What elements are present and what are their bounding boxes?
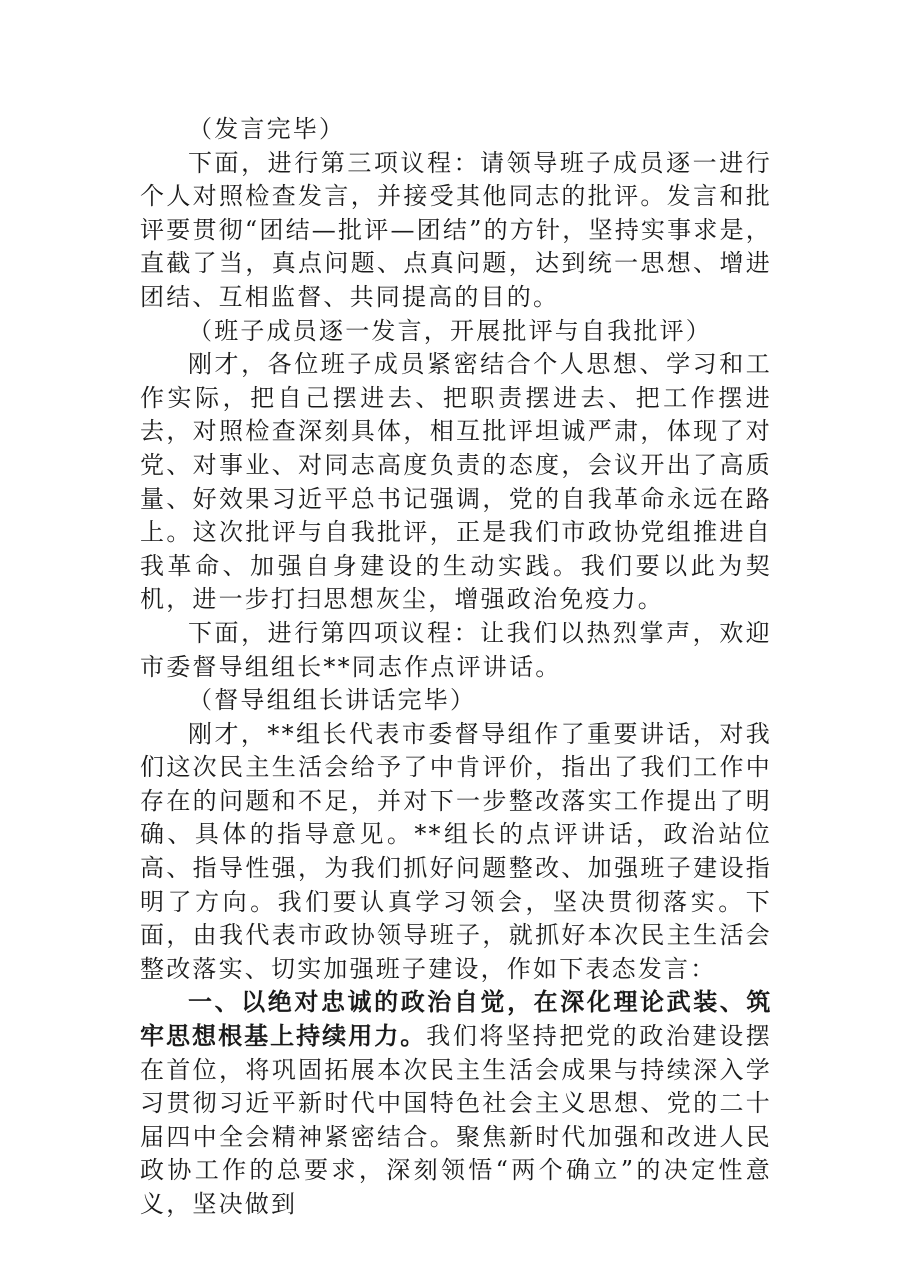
paragraph-summary-criticism: 刚才，各位班子成员紧密结合个人思想、学习和工作实际，把自己摆进去、把职责摆进去、把工作摆进去，对照检查深刻具体，相互批评坦诚严肃，体现了对党、对事业、对同志高度负责的态度，会议开出了高质量、好效果习近平总书记强调，党的自我革命永远在路上。这次批评与自我批评，正是我们市政协党组推进自我革命、加强自身建设的生动实践。我们要以此为契机，进一步打扫思想灰尘，增强政治免疫力。 [140, 350, 772, 614]
paragraph-response-statement: 刚才，**组长代表市委督导组作了重要讲话，对我们这次民主生活会给予了中肯评价，指出了我们工作中存在的问题和不足，并对下一步整改落实工作提出了明确、具体的指导意见。**组长的点评讲话，政治站位高、指导性强，为我们抓好问题整改、加强班子建设指明了方向。我们要认真学习领会，坚决贯彻落实。下面，由我代表市政协领导班子，就抓好本次民主生活会整改落实、切实加强班子建设，作如下表态发言： [140, 719, 772, 983]
stage-note-speech-finished: （发言完毕） [188, 115, 346, 143]
paragraph-point-one [140, 986, 772, 1221]
point-one-heading: 一、以绝对忠诚的政治自觉，在深化理论武装、筑牢思想根基上持续用力。 [140, 988, 772, 1051]
point-one-body: 我们将坚持把党的政治建设摆在首位，将巩固拓展本次民主生活会成果与持续深入学习贯彻习近平新时代中国特色社会主义思想、党的二十届四中全会精神紧密结合。聚焦新时代加强和改进人民政协工作的总要求，深刻领悟“两个确立”的决定性意义，坚决做到 [140, 1022, 772, 1218]
paragraph-third-agenda: 下面，进行第三项议程：请领导班子成员逐一进行个人对照检查发言，并接受其他同志的批评。发言和批评要贯彻“团结—批评—团结”的方针，坚持实事求是，直截了当，真点问题、点真问题，达到统一思想、增进团结、互相监督、共同提高的目的。 [140, 148, 772, 311]
stage-note-members-speak: （班子成员逐一发言，开展批评与自我批评） [188, 316, 712, 345]
document-page [140, 113, 772, 1222]
stage-note-supervisor-finished: （督导组组长讲话完毕） [188, 686, 477, 715]
paragraph-fourth-agenda: 下面，进行第四项议程：让我们以热烈掌声，欢迎市委督导组组长**同志作点评讲话。 [140, 618, 772, 681]
